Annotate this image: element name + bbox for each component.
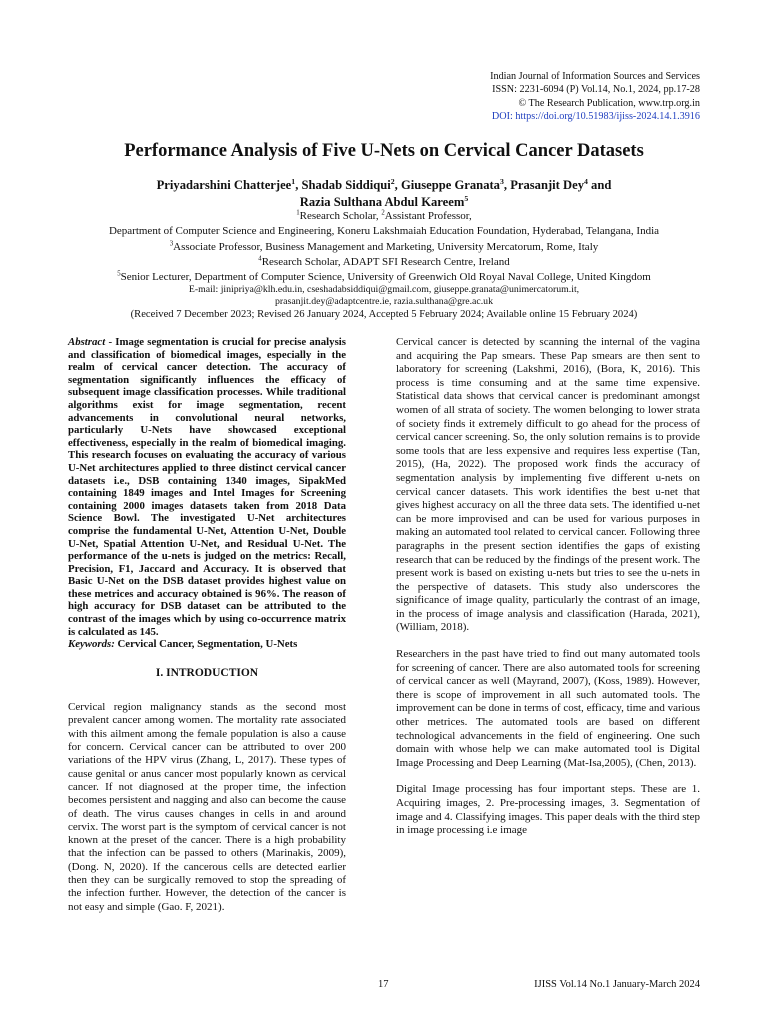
email-line[interactable]: E-mail: jinipriya@klh.edu.in, cseshadabsiddiqui@gmail.com, giuseppe.granata@unimercatorum.it,: [188, 284, 580, 295]
affiliation-line: [0, 240, 768, 255]
author-separator: ,: [394, 178, 401, 192]
author-affiliation-marker: 1: [291, 176, 296, 186]
journal-name: Indian Journal of Information Sources and Services: [490, 71, 700, 82]
affiliation-text: Assistant Professor,: [384, 210, 472, 222]
left-column: [68, 336, 346, 927]
body-paragraph: Cervical region malignancy stands as the second most prevalent cancer among women. The mortality rate associated with this ailment among the female population is also a cause for concern. Cervical cancer can be attributed to over 200 variations of the HPV virus (Zhang, L, 2017). These types of cause genital or anus cancer most popularly known as cervical cancer. If not diagnosed at the proper time, the infection becomes persistent and nagging and also can become the cause of death. The virus causes changes in cells in and around cervix. The worst part is the symptom of cervical cancer is not known at the preset of the cancer. There is a high probability that the infection can be passed to others (Marinakis, 2009), (Dong. N, 2020). If the cancerous cells are detected earlier then they can be surgically removed to stop the spreading of the infection further. However, the detection of the cancer is not easy and simple (Gao. F, 2021).: [68, 701, 346, 913]
keywords: [68, 638, 346, 651]
section-heading-introduction: I. INTRODUCTION: [155, 666, 259, 679]
affiliation-text: Research Scholar,: [299, 210, 382, 222]
email-line[interactable]: prasanjit.dey@adaptcentre.ie, razia.sulthana@gre.ac.uk: [275, 296, 493, 308]
email-block: [0, 284, 768, 309]
author-affiliation-marker: 2: [390, 176, 395, 186]
author-line-1: [0, 177, 768, 194]
abstract: [68, 336, 346, 638]
author-affiliation-marker: 3: [499, 176, 504, 186]
page-number: 17: [378, 979, 389, 990]
journal-issn: ISSN: 2231-6094 (P) Vol.14, No.1, 2024, pp.17-28: [492, 84, 700, 96]
affiliation-text: Senior Lecturer, Department of Computer Science, University of Greenwich Old Royal Naval College, United Kingdom: [120, 271, 651, 284]
affiliation-marker: 3: [169, 239, 174, 247]
affiliation-marker: 1: [296, 209, 300, 217]
author-separator: ,: [503, 178, 511, 192]
affiliation-marker: 4: [258, 255, 262, 263]
keywords-text: Cervical Cancer, Segmentation, U-Nets: [114, 638, 298, 651]
body-paragraph: Digital Image processing has four important steps. These are 1. Acquiring images, 2. Pre-processing images, 3. Segmentation of image and 4. Classifying images. This paper deals with the third step in image processing i.e image: [396, 783, 700, 837]
affiliation-text: Associate Professor, Business Management and Marketing, University Mercatorum, Rome, Italy: [173, 240, 599, 253]
journal-header: [490, 70, 700, 123]
author-list: [0, 177, 768, 211]
journal-doi-link[interactable]: DOI: https://doi.org/10.51983/ijiss-2024.14.1.3916: [491, 110, 700, 122]
journal-publisher: © The Research Publication, www.trp.org.in: [518, 97, 700, 109]
affiliation-marker: 5: [117, 270, 121, 278]
affiliation-line: Department of Computer Science and Engineering, Koneru Lakshmaiah Education Foundation, Hyderabad, Telangana, India: [108, 225, 660, 238]
author-name: Priyadarshini Chatterjee: [156, 178, 292, 192]
paper-title: Performance Analysis of Five U-Nets on Cervical Cancer Datasets: [124, 141, 644, 161]
abstract-text: - Image segmentation is crucial for precise analysis and classification of biomedical images, especially in the realm of cervical cancer detection. The accuracy of segmentation significantly influences the efficacy of subsequent image classification processes. While traditional algorithms exist for image segmentation, recent advancements in convolutional neural networks, particularly U-Nets have showcased exceptional effectiveness, especially in the realm of biomedical imaging. This research focuses on evaluating the accuracy of various U-Net architectures applied to three distinct cervical cancer datasets i.e., DSB containing 1340 images, SipakMed containing 1849 images and Intel Images for Screening containing 2000 images datasets taken from 2018 Data Science Bowl. The investigated U-Net architectures comprise the fundamental U-Net, Attention U-Net, Double U-Net, Spatial Attention U-Net, and Residual U-Net. The performance of the u-nets is judged on the metrics: Recall, Precision, F1, Jaccard and Accuracy. It is observed that Basic U-Net on the DSB dataset provides highest value on these metrices and accuracy obtained is 96%. The reason of high accuracy for DSB dataset can be attributed to the contrast of the images which by using co-occurrence matrix is calculated as 145.: [68, 336, 346, 638]
affiliation-marker: 2: [381, 209, 385, 217]
affiliation-block: [0, 209, 768, 285]
affiliation-text: Research Scholar, ADAPT SFI Research Centre, Ireland: [261, 255, 510, 268]
author-affiliation-marker: 5: [464, 193, 469, 203]
author-name: Razia Sulthana Abdul Kareem: [299, 195, 465, 209]
author-name: Giuseppe Granata: [400, 178, 500, 192]
author-affiliation-marker: 4: [584, 176, 588, 186]
abstract-label: Abstract: [68, 336, 106, 348]
affiliation-line: [0, 209, 768, 224]
author-name: Prasanjit Dey: [510, 178, 584, 192]
author-separator: ,: [295, 178, 302, 192]
author-name: Shadab Siddiqui: [301, 178, 391, 192]
right-column: [396, 336, 700, 851]
footer-issue: IJISS Vol.14 No.1 January-March 2024: [534, 979, 700, 990]
received-dates: (Received 7 December 2023; Revised 26 January 2024, Accepted 5 February 2024; Available online 15 February 2024): [130, 309, 638, 320]
affiliation-line: [0, 255, 768, 270]
body-paragraph: Cervical cancer is detected by scanning the internal of the vagina and acquiring the Pap smears. These Pap smears are then sent to laboratory for screening (Lakshmi, 2016), (Bora, K, 2016). This process is time consuming and at the same time expensive. Statistical data shows that cervical cancer is predominant amongst women of all strata of society. The women belonging to lower strata of society finds it extremely difficult to go ahead for the process of cervical cancer screening. So, the only solution remains is to provide some tools that are less expensive and requires less expertise (Tan, 2015), (Ha, 2022). The proposed work finds the accuracy of segmentation analysis by implementing five different u-nets on cervical cancer datasets. This work identifies the best u-net that gives highest accuracy on all the three data sets. The identified u-net can be more improvised and can be used for various purposes in making an automated tool related to cervical cancer. Following three paragraphs in the present section identifies the gaps of existing research that can be reduced by the findings of the present work. The present work is based on existing u-nets but tries to see the u-nets in the perspective of datasets. This study also underscores the significance of image quality, particularly the contrast of an image, in the process of image analysis and classification (Harada, 2021), (William, 2018).: [396, 336, 700, 634]
author-separator: and: [587, 178, 612, 192]
body-paragraph: Researchers in the past have tried to find out many automated tools for screening of cancer. There are also automated tools for screening of cervical cancer as well (Mayrand, 2007), (Koss, 1989). However, there is scope of improvement in all such automated tools. The improvement can be done in terms of cost, efficacy, time and various other metrices. The automated tools are based on different technological advancements in the field of engineering. One such domain with whose help we can make automated tool is Digital Image Processing and Deep Learning (Mat-Isa,2005), (Chen, 2013).: [396, 648, 700, 769]
keywords-label: Keywords:: [68, 638, 115, 651]
